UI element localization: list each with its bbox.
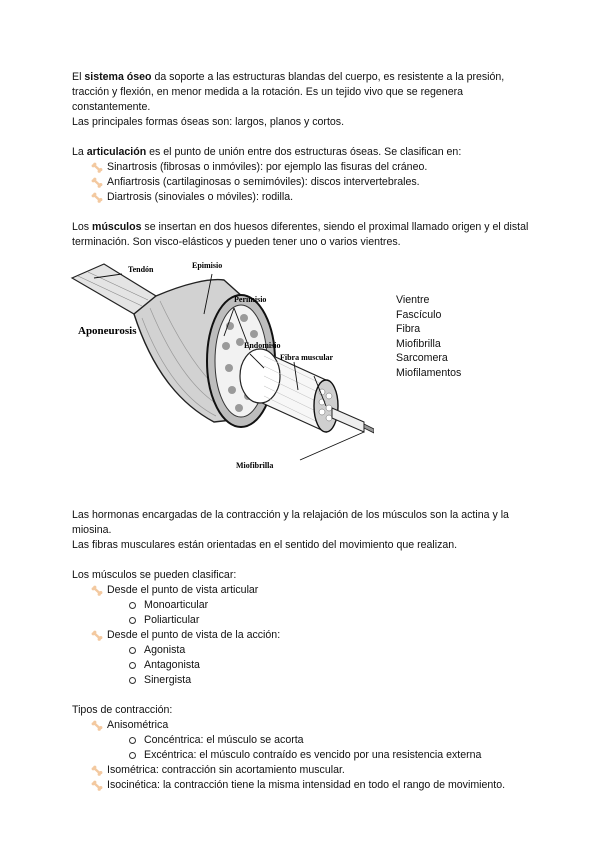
muscle-figure: [72, 256, 532, 506]
list-item: Anfiartrosis (cartilaginosas o semimóviles): discos intervertebrales.: [72, 175, 532, 190]
list-item: Isométrica: contracción sin acortamiento muscular.: [72, 763, 532, 778]
sub-list-item: Concéntrica: el músculo se acorta: [72, 733, 532, 748]
circle-bullet-icon: [129, 737, 136, 744]
list-item: Desde el punto de vista articular: [72, 583, 532, 598]
sub-list-item: Poliarticular: [72, 613, 532, 628]
bone-bullet-icon: [91, 177, 103, 188]
legend-item: Miofibrilla: [396, 337, 441, 350]
paragraph-hormones: Las hormonas encargadas de la contracción y la relajación de los músculos son la actina y la miosina.: [72, 509, 509, 536]
circle-bullet-icon: [129, 752, 136, 759]
list-item: Diartrosis (sinoviales o móviles): rodilla.: [72, 190, 532, 205]
bone-bullet-icon: [91, 192, 103, 203]
muscle-diagram: [64, 256, 374, 506]
label-fibra-muscular: Fibra muscular: [280, 353, 334, 362]
sub-list-item: Agonista: [72, 643, 532, 658]
paragraph-muscles: Los músculos se insertan en dos huesos diferentes, siendo el proximal llamado origen y el distal terminación. Son visco-elásticos y pueden tener uno o varios vientres.: [72, 221, 529, 248]
bone-bullet-icon: [91, 162, 103, 173]
list-item: Desde el punto de vista de la acción:: [72, 628, 532, 643]
circle-bullet-icon: [129, 617, 136, 624]
sub-list-item: Monoarticular: [72, 598, 532, 613]
circle-bullet-icon: [129, 662, 136, 669]
label-epimisio: Epimisio: [192, 261, 223, 270]
classification-intro: Los músculos se pueden clasificar:: [72, 569, 237, 581]
contraction-intro: Tipos de contracción:: [72, 704, 173, 716]
label-aponeurosis: Aponeurosis: [78, 325, 137, 337]
legend-item: Fibra: [396, 323, 421, 336]
circle-bullet-icon: [129, 602, 136, 609]
label-endomisio: Endomisio: [244, 341, 281, 350]
paragraph-joints: La articulación es el punto de unión entre dos estructuras óseas. Se clasifican en:: [72, 146, 462, 158]
circle-bullet-icon: [129, 677, 136, 684]
legend-item: Sarcomera: [396, 352, 448, 365]
bone-bullet-icon: [91, 585, 103, 596]
label-perimisio: Perimisio: [234, 295, 267, 304]
legend-item: Vientre: [396, 294, 430, 306]
bone-bullet-icon: [91, 765, 103, 776]
list-item: Sinartrosis (fibrosas o inmóviles): por ejemplo las fisuras del cráneo.: [72, 160, 532, 175]
figure-legend: [396, 293, 461, 381]
sub-list-item: Excéntrica: el músculo contraído es vencido por una resistencia externa: [72, 748, 532, 763]
circle-bullet-icon: [129, 647, 136, 654]
sub-list-item: Sinergista: [72, 673, 532, 688]
label-tendon: Tendón: [128, 265, 154, 274]
bone-shapes-line: Las principales formas óseas son: largos, planos y cortos.: [72, 116, 345, 128]
list-item: Anisométrica: [72, 718, 532, 733]
label-miofibrilla: Miofibrilla: [236, 461, 274, 470]
bone-bullet-icon: [91, 720, 103, 731]
bone-bullet-icon: [91, 630, 103, 641]
legend-item: Fascículo: [396, 308, 442, 321]
bone-bullet-icon: [91, 780, 103, 791]
list-item: Isocinética: la contracción tiene la misma intensidad en todo el rango de movimiento.: [72, 778, 532, 793]
sub-list-item: Antagonista: [72, 658, 532, 673]
paragraph-bones: El sistema óseo da soporte a las estructuras blandas del cuerpo, es resistente a la presión, tracción y flexión, en menor medida a la rotación. Es un tejido vivo que se regenera constantemente.: [72, 71, 505, 113]
paragraph-fibers: Las fibras musculares están orientadas en el sentido del movimiento que realizan.: [72, 539, 458, 551]
document-body: [72, 70, 532, 793]
legend-item: Miofilamentos: [396, 366, 462, 379]
